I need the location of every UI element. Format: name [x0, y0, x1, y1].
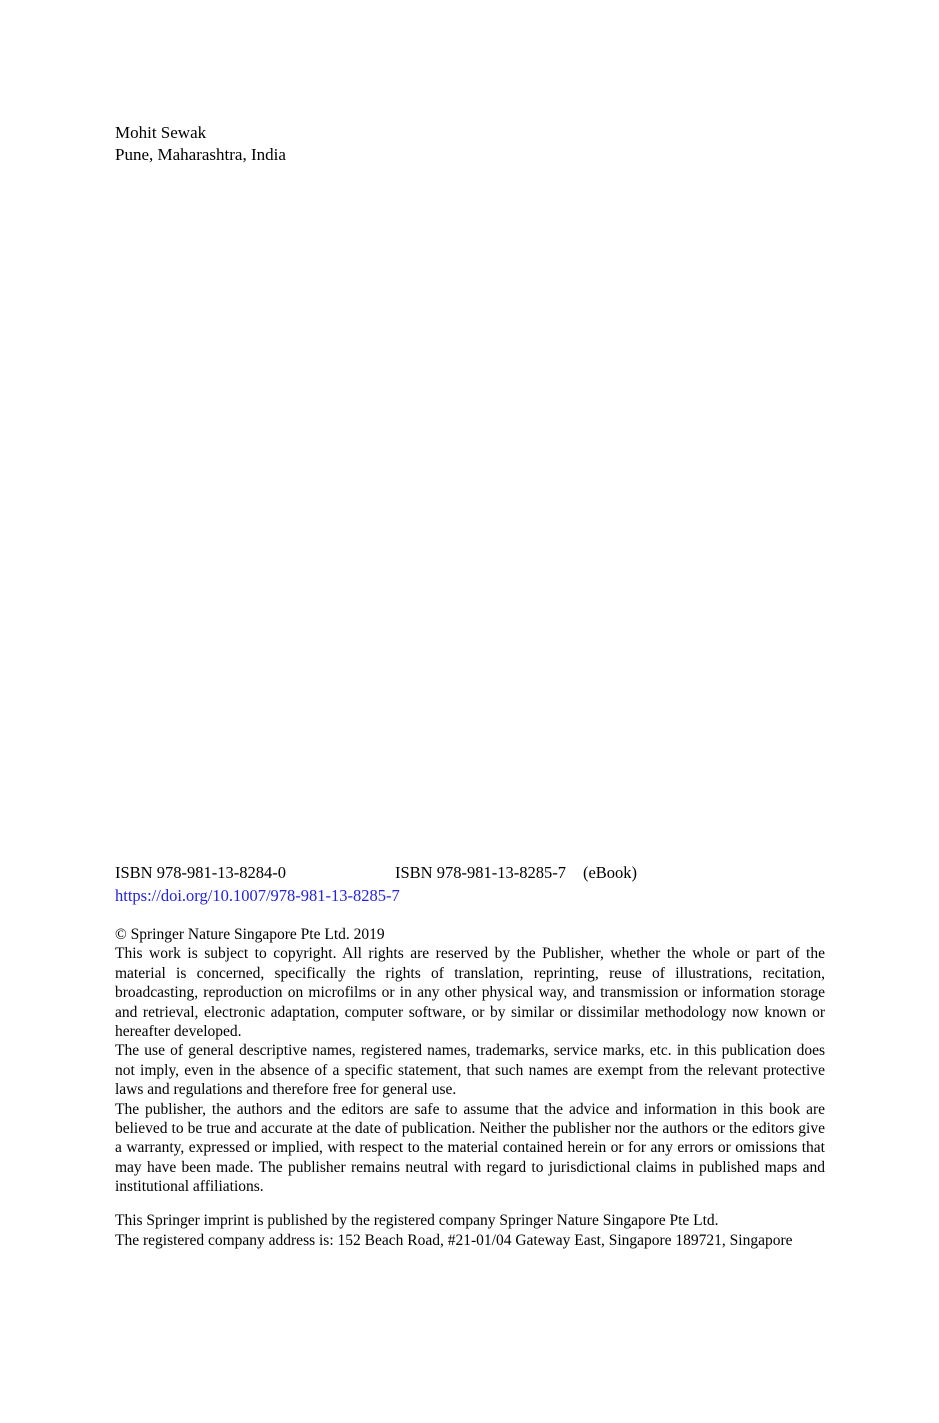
- isbn-print: ISBN 978-981-13-8284-0: [115, 863, 286, 882]
- copyright-paragraph: The publisher, the authors and the editors are safe to assume that the advice and information in this book are believed to be true and accurate at the date of publication. Neither the publisher nor the authors or the editors give a warranty, expressed or implied, with respect to the material contained herein or for any errors or omissions that may have been made. The publisher remains neutral with regard to jurisdictional claims in published maps and institutional affiliations.: [115, 1100, 825, 1196]
- copyright-paragraph: The use of general descriptive names, registered names, trademarks, service marks, etc. in this publication does not imply, even in the absence of a specific statement, that such names are exempt from the relevant protective laws and regulations and therefore free for general use.: [115, 1042, 825, 1099]
- author-block: [115, 122, 286, 166]
- author-name: Mohit Sewak: [115, 123, 207, 142]
- imprint-block: [115, 1211, 825, 1250]
- copyright-paragraph: This work is subject to copyright. All rights are reserved by the Publisher, whether the whole or part of the material is concerned, specifically the rights of translation, reprinting, reuse of illustrations, recitation, broadcasting, reproduction on microfilms or in any other physical way, and transmission or information storage and retrieval, electronic adaptation, computer software, or by similar or dissimilar methodology now known or hereafter developed.: [115, 945, 825, 1041]
- author-location: Pune, Maharashtra, India: [115, 145, 286, 164]
- imprint-statement: This Springer imprint is published by the registered company Springer Nature Singapore Pte Ltd.: [115, 1212, 719, 1229]
- isbn-block: [115, 861, 637, 907]
- doi-link[interactable]: https://doi.org/10.1007/978-981-13-8285-7: [115, 886, 400, 905]
- imprint-address: The registered company address is: 152 Beach Road, #21-01/04 Gateway East, Singapore 189721, Singapore: [115, 1231, 793, 1249]
- isbn-ebook: ISBN 978-981-13-8285-7: [395, 863, 566, 882]
- isbn-line: [115, 861, 637, 884]
- copyright-block: [115, 925, 825, 1197]
- ebook-tag: (eBook): [582, 863, 638, 882]
- doi-line: [115, 884, 637, 907]
- copyright-notice: © Springer Nature Singapore Pte Ltd. 2019: [115, 926, 385, 943]
